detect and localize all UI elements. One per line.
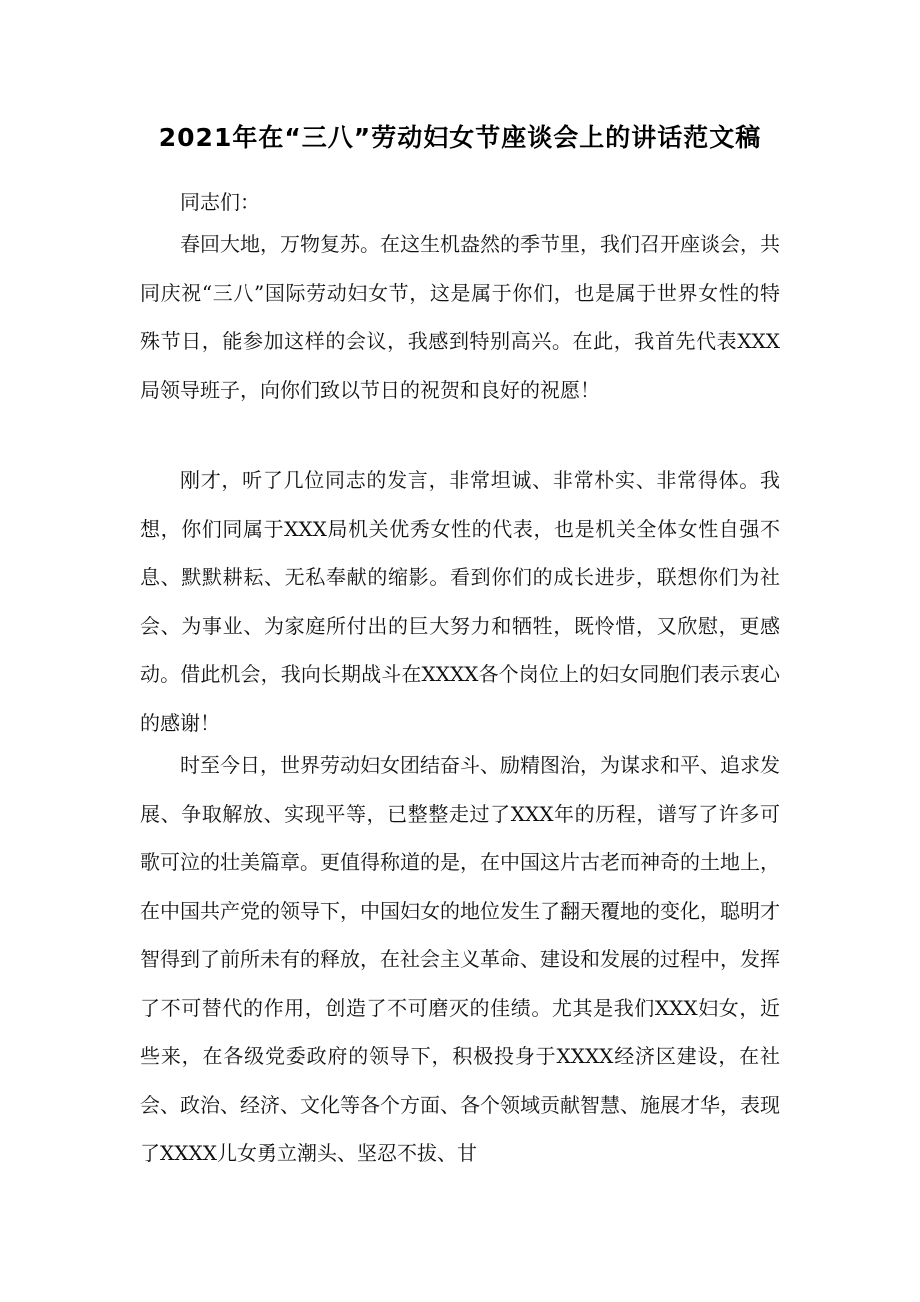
paragraph: 刚才，听了几位同志的发言，非常坦诚、非常朴实、非常得体。我想，你们同属于XXX局机关优秀女性的代表，也是机关全体女性自强不息、默默耕耘、无私奉献的缩影。看到你们的成长进步，联想你们为社会、为事业、为家庭所付出的巨大努力和牺牲，既怜惜，又欣慰，更感动。借此机会，我向长期战斗在XXXX各个岗位上的妇女同胞们表示衷心的感谢！ bbox=[140, 468, 780, 735]
paragraph: 时至今日，世界劳动妇女团结奋斗、励精图治，为谋求和平、追求发展、争取解放、实现平等，已整整走过了XXX年的历程，谱写了许多可歌可泣的壮美篇章。更值得称道的是，在中国这片古老而神奇的土地上，在中国共产党的领导下，中国妇女的地位发生了翻天覆地的变化，聪明才智得到了前所未有的释放，在社会主义革命、建设和发展的过程中，发挥了不可替代的作用，创造了不可磨灭的佳绩。尤其是我们XXX妇女，近些来，在各级党委政府的领导下，积极投身于XXXX经济区建设，在社会、政治、经济、文化等各个方面、各个领域贡献智慧、施展才华，表现了XXXX儿女勇立潮头、坚忍不拔、甘 bbox=[140, 753, 780, 1165]
paragraph: 春回大地，万物复苏。在这生机盎然的季节里，我们召开座谈会，共同庆祝“三八”国际劳动妇女节，这是属于你们，也是属于世界女性的特殊节日，能参加这样的会议，我感到特别高兴。在此，我首先代表XXX局领导班子，向你们致以节日的祝贺和良好的祝愿！ bbox=[140, 232, 780, 402]
salutation: 同志们： bbox=[180, 190, 260, 214]
document-title: 2021年在“三八”劳动妇女节座谈会上的讲话范文稿 bbox=[158, 123, 762, 152]
